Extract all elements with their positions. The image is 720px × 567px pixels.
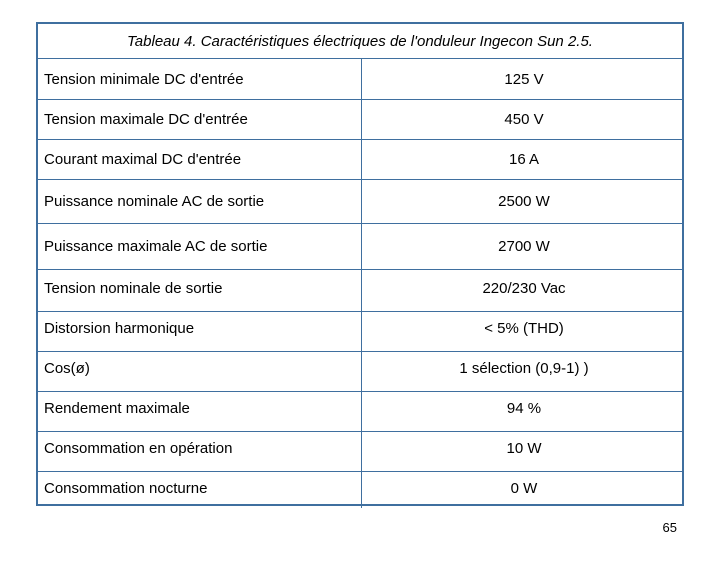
table-row: [38, 472, 682, 508]
row-label: Tension minimale DC d'entrée: [44, 71, 244, 88]
row-label: Puissance nominale AC de sortie: [44, 193, 265, 210]
row-label: Rendement maximale: [44, 400, 190, 417]
table-row: [38, 270, 682, 312]
row-label: Consommation nocturne: [44, 480, 208, 497]
row-value: 125 V: [504, 71, 544, 88]
table-row: [38, 140, 682, 180]
row-value: 220/230 Vac: [482, 280, 566, 297]
page-number: 65: [662, 520, 677, 535]
row-label: Consommation en opération: [44, 440, 233, 457]
table-row: [38, 59, 682, 100]
row-label: Courant maximal DC d'entrée: [44, 151, 242, 168]
table-row: [38, 224, 682, 270]
row-value: 450 V: [504, 111, 544, 128]
characteristics-table: [36, 22, 684, 506]
row-value: 2700 W: [498, 238, 550, 255]
table-row: [38, 100, 682, 140]
row-label: Puissance maximale AC de sortie: [44, 238, 268, 255]
row-value: 16 A: [508, 151, 540, 168]
row-label: Cos(ø): [44, 360, 90, 377]
table-caption: Tableau 4. Caractéristiques électriques de l'onduleur Ingecon Sun 2.5.: [38, 24, 682, 59]
row-value: 1 sélection (0,9-1) ): [459, 360, 589, 377]
row-label: Tension maximale DC d'entrée: [44, 111, 248, 128]
table-row: [38, 392, 682, 432]
table-row: [38, 352, 682, 392]
row-value: < 5% (THD): [484, 320, 564, 337]
row-label: Distorsion harmonique: [44, 320, 195, 337]
row-value: 10 W: [506, 440, 542, 457]
table-row: [38, 432, 682, 472]
table-row: [38, 180, 682, 224]
row-value: 0 W: [510, 480, 538, 497]
row-label: Tension nominale de sortie: [44, 280, 223, 297]
row-value: 94 %: [506, 400, 542, 417]
table-row: [38, 312, 682, 352]
row-value: 2500 W: [498, 193, 550, 210]
